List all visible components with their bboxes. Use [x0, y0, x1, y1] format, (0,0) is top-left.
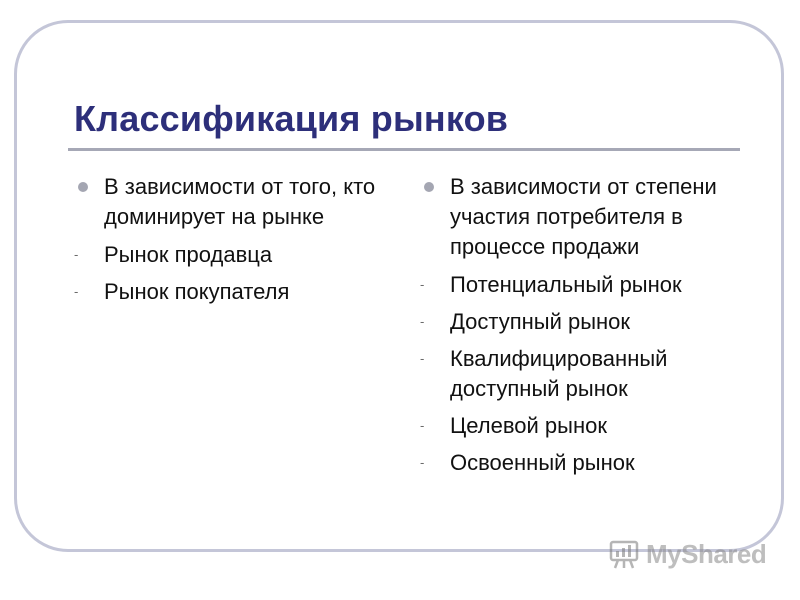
left-bullet	[72, 172, 392, 232]
list-item-text: Потенциальный рынок	[450, 272, 682, 297]
bullet-dot-icon	[78, 182, 88, 192]
list-item-text: Доступный рынок	[450, 309, 631, 334]
right-bullet	[418, 172, 758, 262]
left-column	[72, 172, 392, 314]
dash-marker: -	[420, 418, 425, 433]
list-item	[72, 240, 392, 270]
bullet-dot-icon	[424, 182, 434, 192]
dash-marker: -	[420, 314, 425, 329]
list-item	[418, 411, 758, 441]
list-item	[418, 307, 758, 337]
presentation-board-icon	[608, 538, 640, 570]
list-item-text: Освоенный рынок	[450, 450, 635, 475]
list-item	[418, 344, 758, 404]
list-item	[72, 277, 392, 307]
right-column	[418, 172, 758, 485]
list-item	[418, 270, 758, 300]
list-item	[418, 448, 758, 478]
dash-marker: -	[420, 277, 425, 292]
list-item-text: Рынок продавца	[104, 242, 273, 267]
slide-title: Классификация рынков	[74, 98, 509, 139]
list-item-text: Целевой рынок	[450, 413, 607, 438]
title-divider	[68, 148, 740, 151]
watermark-text: MyShared	[646, 538, 767, 569]
list-item-text: Квалифицированный доступный рынок	[450, 346, 668, 401]
dash-marker: -	[74, 284, 79, 299]
dash-marker: -	[420, 351, 425, 366]
watermark	[608, 534, 766, 574]
dash-marker: -	[74, 247, 79, 262]
list-item-text: Рынок покупателя	[104, 279, 290, 304]
left-bullet-text: В зависимости от того, кто доминирует на рынке	[104, 174, 376, 229]
right-bullet-text: В зависимости от степени участия потребителя в процессе продажи	[450, 174, 717, 259]
dash-marker: -	[420, 455, 425, 470]
